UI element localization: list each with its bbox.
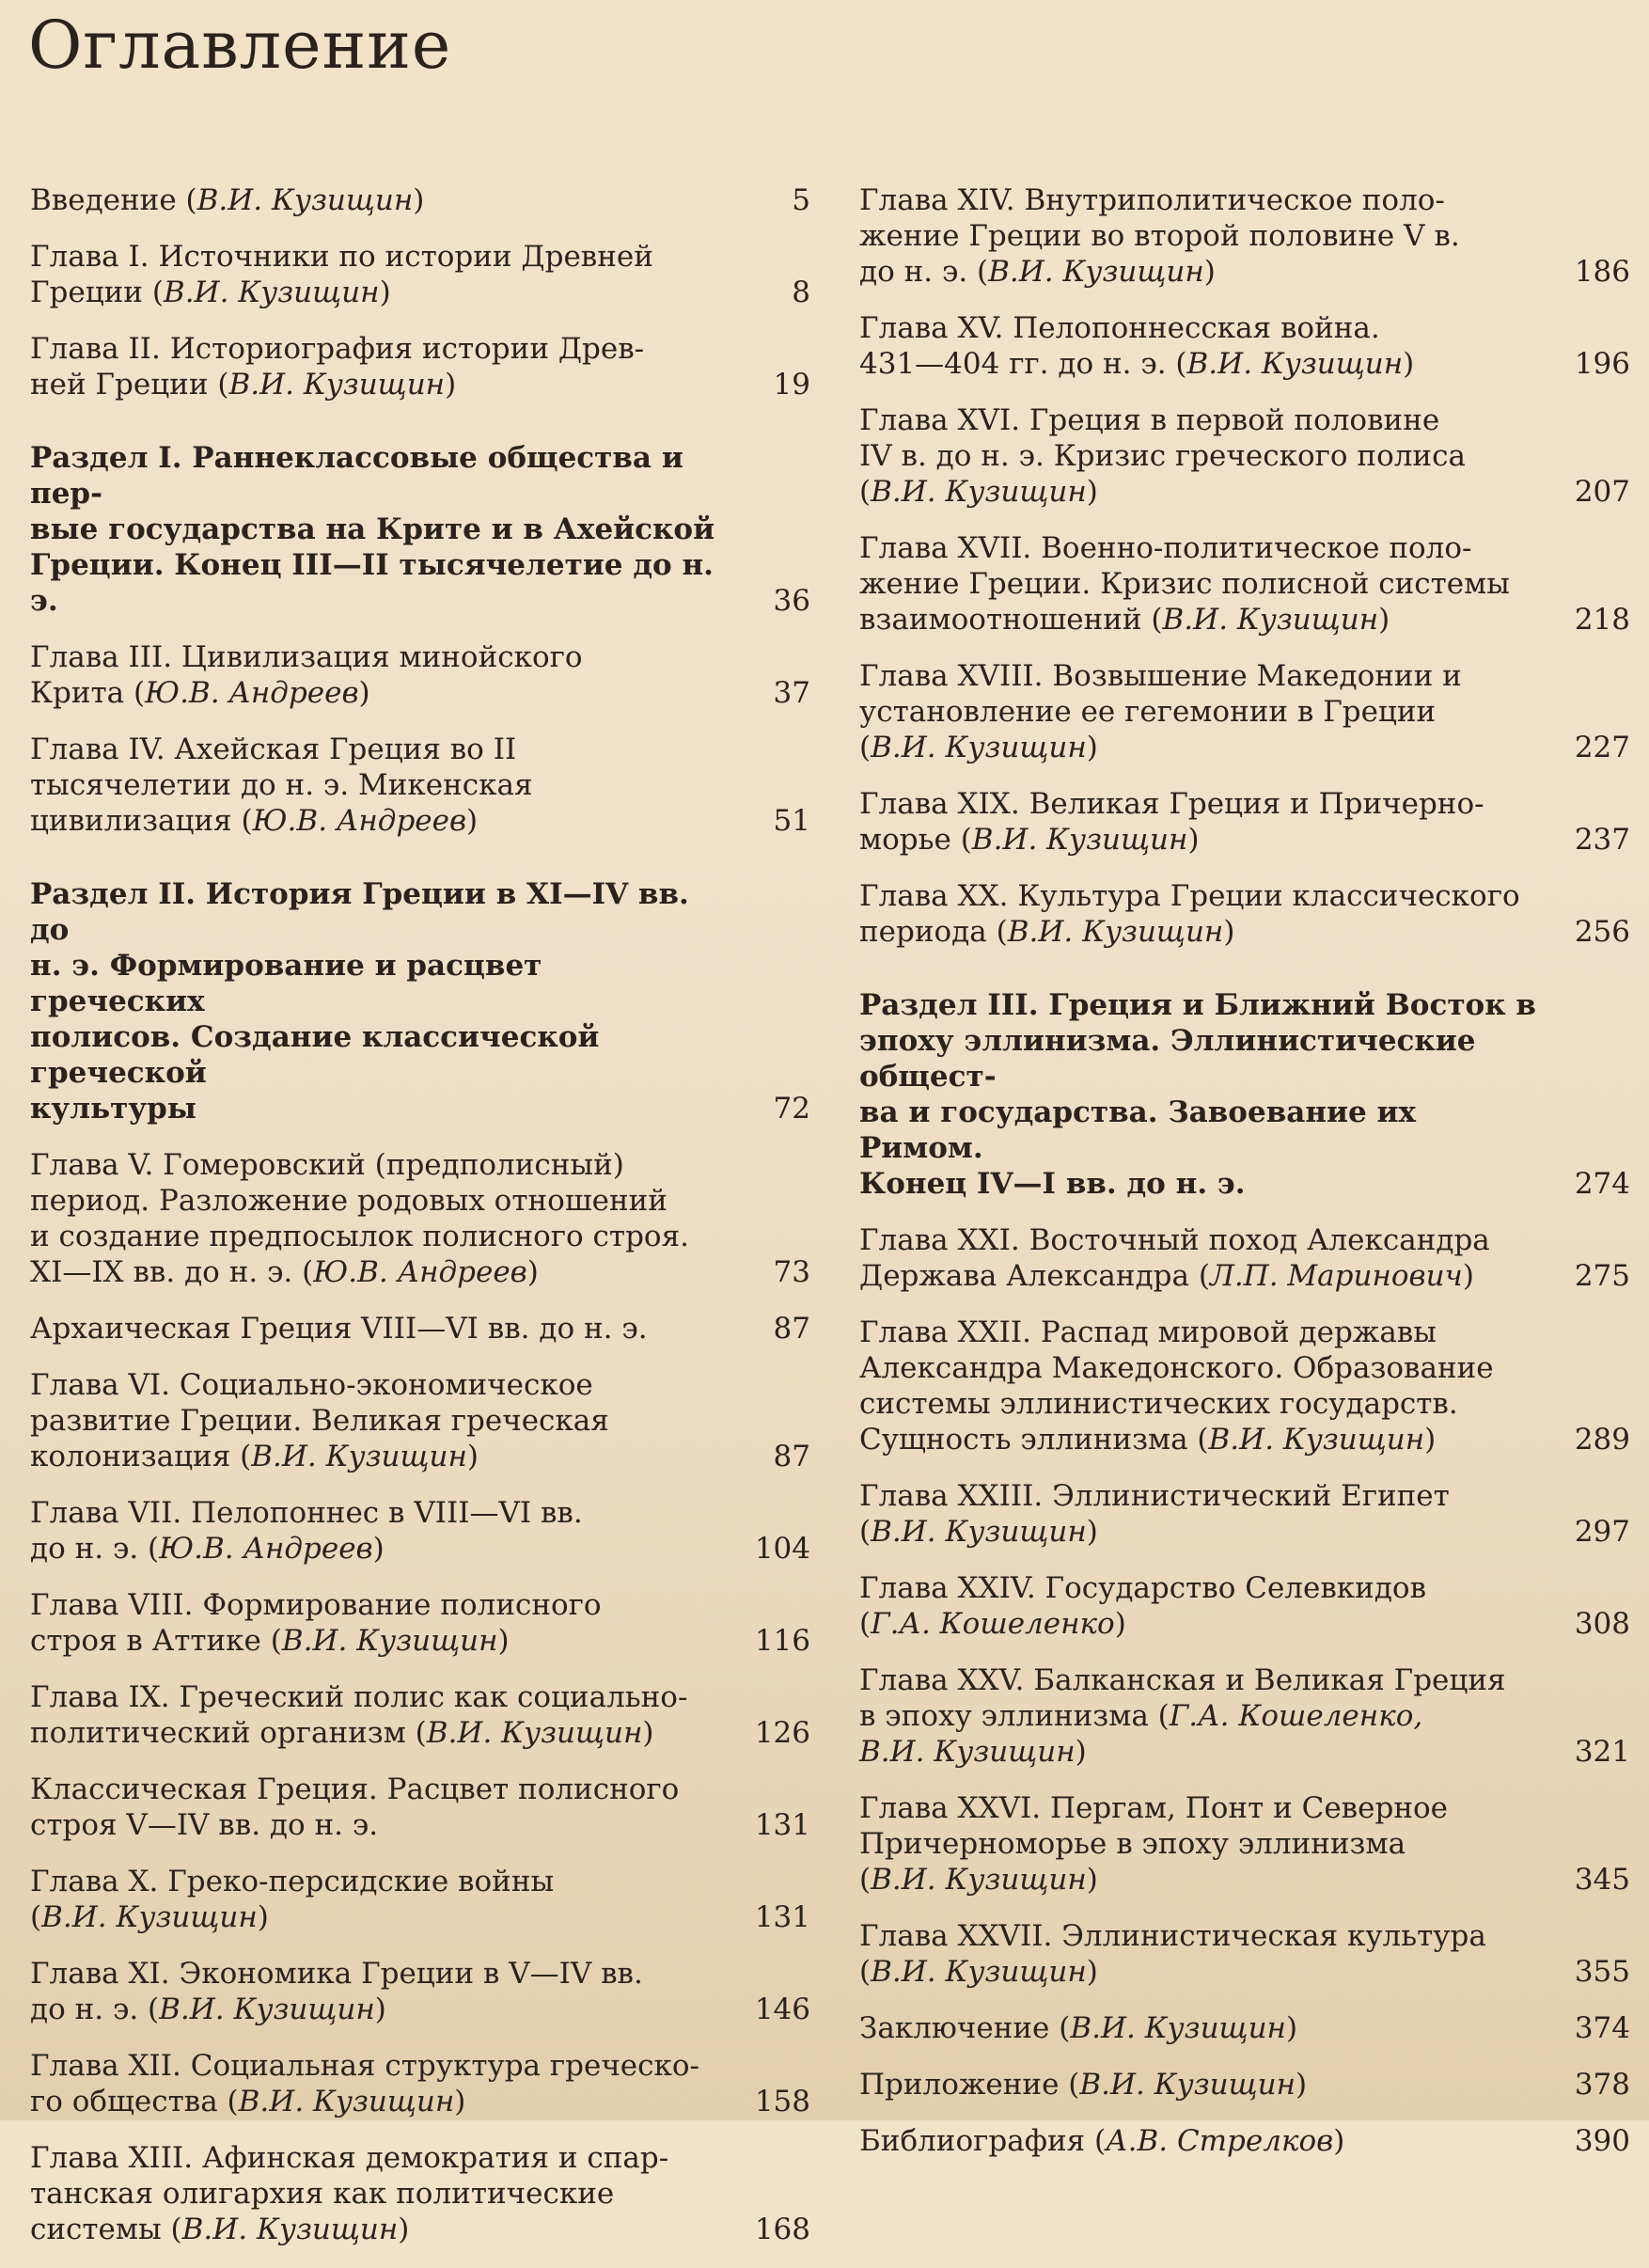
entry-label: Раздел I. Раннеклассовые общества и пер- вые государства на Крите и в Ахейской Греции. Конец III—II тысячелетие до н. э. (30, 441, 715, 618)
toc-entry (30, 331, 810, 402)
entry-label: Библиография ( (859, 2124, 1107, 2158)
page-number: 218 (1574, 603, 1630, 637)
page-number: 87 (773, 1312, 810, 1346)
entry-tail: ) (1086, 1863, 1098, 1897)
entry-title (859, 1790, 1536, 1898)
entry-title (30, 2048, 716, 2119)
toc-entry (859, 1790, 1630, 1898)
toc-entry (859, 1222, 1630, 1294)
entry-label: Глава VI. Социально-экономическое развитие Греции. Великая греческая колонизация ( (30, 1368, 609, 1473)
entry-tail: ) (374, 1992, 386, 2026)
entry-author: В.И. Кузищин (196, 183, 414, 217)
page-number: 168 (754, 2213, 810, 2246)
entry-title (30, 1679, 716, 1751)
entry-author: В.И. Кузищин (971, 823, 1188, 857)
entry-label: Глава XXIII. Эллинистический Египет ( (859, 1479, 1450, 1549)
section-title (30, 876, 716, 1126)
entry-label: Глава V. Гомеровский (предполисный) период. Разложение родовых отношений и создание предпосылок полисного строя. XI—IX вв. до н. э. ( (30, 1148, 689, 1289)
page-number: 87 (773, 1440, 810, 1473)
entry-tail: ) (398, 2213, 410, 2246)
page-number: 158 (754, 2085, 810, 2118)
entry-author: В.И. Кузищин (1208, 1423, 1425, 1457)
toc-entry (30, 732, 810, 839)
toc-entry (859, 2123, 1630, 2159)
toc-entry (859, 1478, 1630, 1550)
entry-label: Глава XXV. Балканская и Великая Греция в эпоху эллинизма ( (859, 1663, 1506, 1733)
entry-tail: ) (1296, 2068, 1308, 2102)
entry-label: Глава XIV. Внутриполитическое поло- жение Греции во второй половине V в. до н. э. ( (859, 183, 1460, 289)
toc-entry (859, 878, 1630, 950)
toc-entry (859, 2067, 1630, 2103)
toc-entry (859, 1662, 1630, 1770)
page-number: 73 (773, 1255, 810, 1289)
toc-entry (30, 2048, 810, 2119)
entry-tail: ) (1462, 1259, 1474, 1293)
page-number: 227 (1574, 731, 1630, 764)
entry-author: Ю.В. Андреев (145, 676, 359, 710)
toc-entry (30, 1495, 810, 1567)
toc-section (30, 876, 810, 1126)
entry-tail: ) (1203, 255, 1216, 289)
entry-title (859, 1570, 1536, 1642)
entry-tail: ) (497, 1624, 510, 1658)
toc-entry (30, 2140, 810, 2247)
entry-author: В.И. Кузищин (871, 731, 1087, 764)
page-number: 207 (1574, 475, 1630, 509)
entry-author: В.И. Кузищин (1186, 347, 1404, 381)
entry-title (859, 402, 1536, 510)
page-number: 237 (1574, 823, 1630, 857)
entry-label: Введение ( (30, 183, 197, 217)
page-number: 116 (754, 1624, 810, 1658)
entry-tail: ) (454, 2085, 466, 2118)
entry-author: В.И. Кузищин (41, 1900, 258, 1934)
page-number: 72 (773, 1092, 810, 1126)
entry-tail: ) (1086, 1515, 1098, 1549)
entry-label: Глава XXVII. Эллинистическая культура ( (859, 1919, 1486, 1989)
entry-author: В.И. Кузищин (181, 2213, 399, 2246)
page-number: 378 (1574, 2068, 1630, 2102)
entry-tail: ) (1114, 1607, 1126, 1641)
entry-label: Глава XXII. Распад мировой державы Александра Македонского. Образование системы эллинистических государств. Сущность эллинизма ( (859, 1315, 1494, 1457)
entry-title (859, 1478, 1536, 1550)
entry-label: Классическая Греция. Расцвет полисного строя V—IV вв. до н. э. (30, 1772, 680, 1842)
entry-label: Глава XXIV. Государство Селевкидов ( (859, 1571, 1427, 1641)
entry-label: Глава XIX. Великая Греция и Причерно- морье ( (859, 787, 1484, 857)
entry-label: Глава XXI. Восточный поход Александра Держава Александра ( (859, 1223, 1490, 1293)
entry-title (30, 1772, 716, 1843)
page-number: 131 (754, 1900, 810, 1934)
entry-label: Глава XVIII. Возвышение Македонии и установление ее гегемонии в Греции ( (859, 659, 1462, 764)
entry-author: В.И. Кузищин (163, 276, 380, 309)
page-number: 36 (773, 584, 810, 618)
entry-label: Раздел III. Греция и Ближний Восток в эпоху эллинизма. Эллинистические общест- ва и государства. Завоевание их Римом. Конец IV—I вв. до н. э. (859, 988, 1536, 1201)
entry-title (30, 1311, 716, 1347)
entry-title (30, 1956, 716, 2027)
toc-section (859, 987, 1630, 1202)
page-number: 5 (792, 183, 810, 217)
entry-label: Глава XIII. Афинская демократия и спар- танская олигархия как политические системы ( (30, 2141, 669, 2246)
toc-entry (30, 182, 810, 218)
entry-tail: ) (413, 183, 425, 217)
page-number: 146 (754, 1992, 810, 2026)
entry-tail: ) (1086, 475, 1098, 509)
entry-tail: ) (1223, 915, 1235, 949)
entry-tail: ) (1086, 1955, 1098, 1989)
entry-author: Г.А. Кошеленко, В.И. Кузищин (859, 1699, 1423, 1769)
entry-label: Глава VIII. Формирование полисного строя в Аттике ( (30, 1588, 602, 1658)
entry-title (859, 1662, 1536, 1770)
entry-tail: ) (372, 1532, 385, 1566)
entry-label: Глава XI. Экономика Греции в V—IV вв. до н. э. ( (30, 1957, 643, 2026)
entry-label: Глава IV. Ахейская Греция во II тысячелетии до н. э. Микенская цивилизация ( (30, 732, 533, 838)
entry-author: В.И. Кузищин (426, 1716, 643, 1750)
entry-author: Ю.В. Андреев (313, 1255, 527, 1289)
entry-title (859, 878, 1536, 950)
toc-entry (30, 239, 810, 310)
entry-tail: ) (358, 676, 370, 710)
page-number: 37 (773, 676, 810, 710)
page-number: 256 (1574, 915, 1630, 949)
page-title: Оглавление (28, 7, 452, 84)
entry-title (30, 1147, 716, 1290)
toc-entry (30, 1367, 810, 1474)
page-number: 51 (773, 804, 810, 838)
toc-entry (859, 658, 1630, 765)
entry-label: Глава III. Цивилизация минойского Крита ( (30, 640, 583, 710)
toc-right-column (859, 182, 1630, 2180)
toc-entry (30, 1864, 810, 1935)
entry-title (859, 2010, 1536, 2046)
toc-entry (859, 1918, 1630, 1990)
toc-entry (30, 1147, 810, 1290)
page-number: 345 (1574, 1863, 1630, 1897)
entry-tail: ) (1403, 347, 1415, 381)
entry-tail: ) (466, 804, 479, 838)
entry-author: А.В. Стрелков (1106, 2124, 1334, 2158)
entry-author: В.И. Кузищин (871, 1955, 1087, 1989)
toc-section (30, 440, 810, 619)
entry-title (30, 1495, 716, 1567)
entry-title (30, 1587, 716, 1659)
toc-entry (30, 1679, 810, 1751)
entry-title (30, 732, 716, 839)
page-number: 186 (1574, 255, 1630, 289)
page-number: 104 (754, 1532, 810, 1566)
entry-title (859, 1918, 1536, 1990)
entry-title (30, 239, 716, 310)
entry-author: В.И. Кузищин (988, 255, 1204, 289)
toc-entry (859, 310, 1630, 382)
entry-label: Глава XVII. Военно-политическое поло- жение Греции. Кризис полисной системы взаимоотношений ( (859, 531, 1510, 637)
entry-tail: ) (642, 1716, 654, 1750)
entry-label: Раздел II. История Греции в XI—IV вв. до н. э. Формирование и расцвет греческих полисов. Создание классической греческой культуры (30, 877, 689, 1126)
entry-label: Приложение ( (859, 2068, 1080, 2102)
entry-author: В.И. Кузищин (251, 1440, 467, 1473)
entry-label: Архаическая Греция VIII—VI вв. до н. э. (30, 1312, 648, 1346)
entry-title (30, 182, 716, 218)
entry-title (30, 1367, 716, 1474)
page-number: 274 (1574, 1167, 1630, 1201)
page-number: 8 (792, 276, 810, 309)
toc-left-column (30, 182, 810, 2268)
entry-label: Глава XX. Культура Греции классического периода ( (859, 879, 1520, 949)
entry-title (859, 310, 1536, 382)
toc-entry (859, 182, 1630, 290)
entry-title (859, 2067, 1536, 2103)
entry-author: В.И. Кузищин (871, 1863, 1087, 1897)
page-number: 196 (1574, 347, 1630, 381)
entry-author: В.И. Кузищин (1079, 2068, 1296, 2102)
entry-label: Глава II. Историография истории Древ- ней Греции ( (30, 332, 645, 402)
page-number: 321 (1574, 1735, 1630, 1769)
entry-label: Глава XII. Социальная структура греческо- го общества ( (30, 2049, 700, 2118)
entry-tail: ) (1333, 2124, 1345, 2158)
toc-entry (859, 1570, 1630, 1642)
entry-author: В.И. Кузищин (1162, 603, 1379, 637)
toc-entry (859, 402, 1630, 510)
entry-author: В.И. Кузищин (1007, 915, 1224, 949)
page-number: 297 (1574, 1515, 1630, 1549)
entry-label: Глава I. Источники по истории Древней Греции ( (30, 240, 653, 309)
entry-author: В.И. Кузищин (238, 2085, 455, 2118)
entry-title (30, 2140, 716, 2247)
toc-entry (30, 1311, 810, 1347)
entry-author: Ю.В. Андреев (159, 1532, 373, 1566)
page-number: 289 (1574, 1423, 1630, 1457)
entry-title (859, 786, 1536, 858)
entry-title (30, 1864, 716, 1935)
toc-entry (859, 1315, 1630, 1457)
page-number: 131 (754, 1808, 810, 1842)
entry-author: В.И. Кузищин (871, 1515, 1087, 1549)
toc-entry (30, 639, 810, 711)
section-title (859, 987, 1536, 1202)
toc-entry (859, 786, 1630, 858)
entry-tail: ) (1086, 731, 1098, 764)
entry-title (859, 182, 1536, 290)
entry-label: Глава XV. Пелопоннесская война. 431—404 гг. до н. э. ( (859, 311, 1380, 381)
section-title (30, 440, 716, 619)
entry-tail: ) (1187, 823, 1200, 857)
entry-author: Ю.В. Андреев (252, 804, 467, 838)
entry-tail: ) (257, 1900, 269, 1934)
entry-title (859, 530, 1536, 638)
entry-title (859, 2123, 1536, 2159)
page-number: 308 (1574, 1607, 1630, 1641)
entry-author: В.И. Кузищин (159, 1992, 375, 2026)
entry-label: Глава X. Греко-персидские войны ( (30, 1865, 555, 1934)
page-number: 126 (754, 1716, 810, 1750)
entry-label: Глава VII. Пелопоннес в VIII—VI вв. до н. э. ( (30, 1496, 583, 1566)
entry-tail: ) (1424, 1423, 1437, 1457)
toc-entry (859, 2010, 1630, 2046)
entry-title (859, 1222, 1536, 1294)
entry-tail: ) (379, 276, 391, 309)
entry-author: В.И. Кузищин (1070, 2011, 1286, 2045)
entry-tail: ) (1075, 1735, 1087, 1769)
toc-entry (30, 1956, 810, 2027)
entry-title (859, 658, 1536, 765)
page-number: 19 (773, 368, 810, 402)
entry-author: В.И. Кузищин (281, 1624, 498, 1658)
entry-tail: ) (1378, 603, 1390, 637)
entry-label: Глава XVI. Греция в первой половине IV в. до н. э. Кризис греческого полиса ( (859, 403, 1466, 509)
page-number: 390 (1574, 2124, 1630, 2158)
entry-label: Глава IX. Греческий полис как социально- политический организм ( (30, 1680, 688, 1750)
entry-tail: ) (466, 1440, 479, 1473)
toc-entry (30, 1587, 810, 1659)
page-number: 275 (1574, 1259, 1630, 1293)
toc-entry (859, 530, 1630, 638)
entry-author: Г.А. Кошеленко (871, 1607, 1115, 1641)
entry-tail: ) (1285, 2011, 1298, 2045)
page-number: 355 (1574, 1955, 1630, 1989)
toc-entry (30, 1772, 810, 1843)
entry-author: В.И. Кузищин (228, 368, 446, 402)
entry-title (30, 639, 716, 711)
entry-title (30, 331, 716, 402)
entry-tail: ) (526, 1255, 539, 1289)
page-number: 374 (1574, 2011, 1630, 2045)
entry-author: Л.П. Маринович (1209, 1259, 1463, 1293)
entry-tail: ) (445, 368, 457, 402)
entry-label: Глава XXVI. Пергам, Понт и Северное Причерноморье в эпоху эллинизма ( (859, 1791, 1448, 1897)
entry-label: Заключение ( (859, 2011, 1071, 2045)
entry-author: В.И. Кузищин (871, 475, 1087, 509)
entry-title (859, 1315, 1536, 1457)
